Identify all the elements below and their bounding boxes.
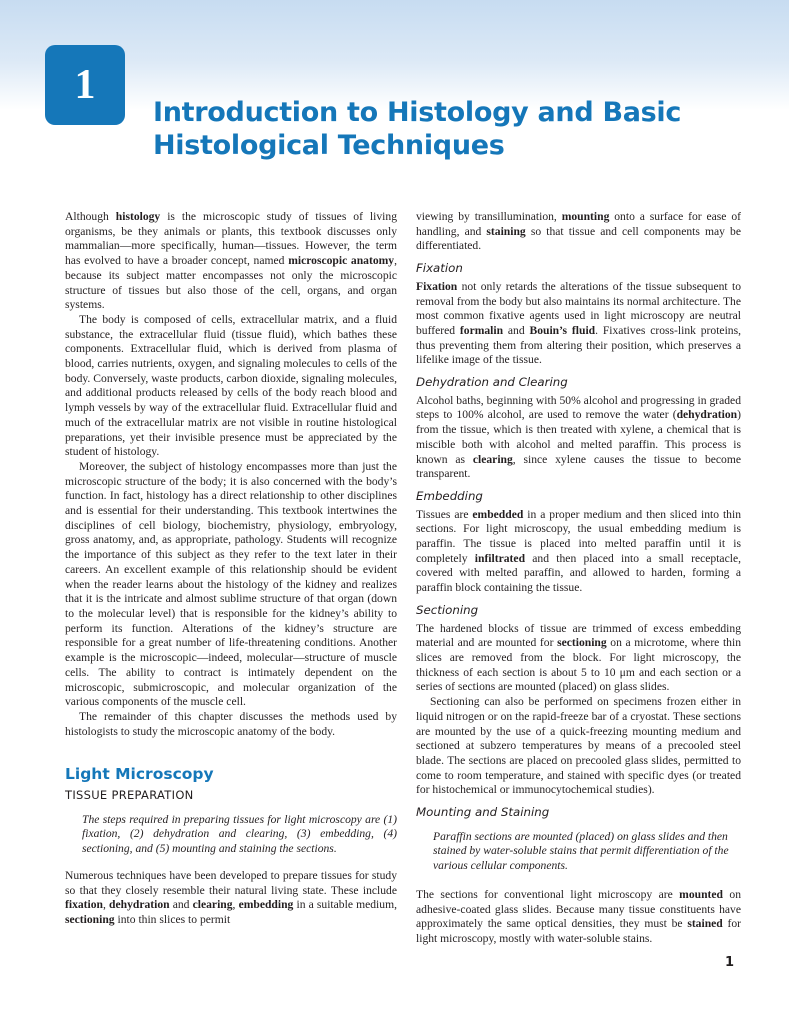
text-run: in a suitable medium, xyxy=(293,898,397,912)
text-run: on a microtome, where thin slices are removed from the block. For light microscopy, the thickness of each section is about 5 to 10 μm and each section or a series of sections are mounted (placed) on glass slides. xyxy=(416,636,741,694)
right-column xyxy=(416,210,741,947)
bold-term: dehydration xyxy=(676,408,738,422)
text-run: Numerous techniques have been developed to prepare tissues for study so that they closely resemble their natural living state. These include xyxy=(65,868,397,897)
embedding-paragraph xyxy=(416,508,741,596)
bold-term: dehydration xyxy=(109,898,170,912)
text-run: and then placed into a small receptacle, covered with melted paraffin, and allowed to harden, forming a paraffin block containing the tissue. xyxy=(416,551,741,595)
tissue-preparation-paragraph xyxy=(65,869,397,928)
bold-term: embedded xyxy=(472,507,524,521)
bold-term: sectioning xyxy=(65,912,115,926)
text-run: viewing by transillumination, xyxy=(416,210,562,223)
text-run: Alcohol baths, beginning with 50% alcohol and progressing in graded steps to 100% alcohol, are used to remove the water ( xyxy=(416,393,741,422)
chapter-number-badge xyxy=(45,45,125,125)
text-run: . Fixatives cross-link proteins, thus preventing them from altering their position, which preserves a lifelike image of the tissue. xyxy=(416,323,741,367)
text-run: , xyxy=(232,898,239,912)
heading-dehydration-clearing: Dehydration and Clearing xyxy=(416,375,568,390)
bold-term: microscopic anatomy xyxy=(288,254,395,268)
bold-term: Fixation xyxy=(416,279,458,293)
heading-sectioning: Sectioning xyxy=(416,602,479,617)
bold-term: infiltrated xyxy=(474,551,526,565)
text-run: The hardened blocks of tissue are trimmed of excess embedding material and are mounted for xyxy=(416,621,741,650)
section-heading-light-microscopy: Light Microscopy xyxy=(65,765,214,784)
continued-paragraph xyxy=(416,210,741,254)
sectioning-paragraph-2 xyxy=(416,695,741,798)
sectioning-paragraph-1 xyxy=(416,622,741,696)
bold-term: histology xyxy=(115,210,161,223)
intro-paragraph-2 xyxy=(65,313,397,460)
text-run: so that tissue and cell components may be differentiated. xyxy=(416,224,741,253)
summary-box-tissue-preparation: The steps required in preparing tissues for light microscopy are (1) fixation, (2) dehydration and clearing, (3) embedding, (4) sectioning, and (5) mounting and staining the sections. xyxy=(82,812,397,856)
text-run: Moreover, the subject of histology encompasses more than just the microscopic structure of the body; it is also concerned with the body’s function. In fact, histology has a direct relationship to other disciplines and is essential for their understanding. This textbook intertwines the disciplines of cell biology, biochemistry, physiology, embryology, gross anatomy, and, as appropriate, pathology. Students will recognize the importance of this subject as they refer to the text later in their careers. An excellent example of this relationship should be evident when the reader learns about the histology of the kidney and realizes that it is the intricate and almost sublime structure of that organ (down to the molecular level) that is responsible for the kidney’s ability to perform its function. Alterations of the kidney’s structure are responsible for a great number of life-threatening conditions. Another example is the microscopic—indeed, molecular—structure of muscle cells. The ability to contract is intimately dependent on the microscopic, submicroscopic, and molecular organization of the various components of the muscle cell. xyxy=(65,459,397,709)
left-column xyxy=(65,210,397,928)
bold-term: fixation xyxy=(65,898,104,912)
text-run: , xyxy=(103,898,110,912)
subsection-heading-tissue-preparation: TISSUE PREPARATION xyxy=(65,788,194,803)
summary-box-mounting: Paraffin sections are mounted (placed) on glass slides and then stained by water-soluble stains that permit differentiation of the various cellular components. xyxy=(433,829,729,873)
text-run: Although xyxy=(65,210,116,223)
intro-paragraph-3 xyxy=(65,460,397,710)
bold-term: Bouin’s fluid xyxy=(529,323,596,337)
text-run: onto a surface for ease of handling, and xyxy=(416,210,741,238)
text-run: Sectioning can also be performed on specimens frozen either in liquid nitrogen or on the rapid-freeze bar of a cryostat. These sections are mounted by the use of a quick-freezing mounting medium and sectioned at subzero temperatures by means of a precooled steel blade. The sections are placed on precooled glass slides, permitted to come to room temperature, and stained with specific dyes (or treated for histochemical or immunocytochemical studies). xyxy=(416,695,741,797)
text-run: ) from the tissue, which is then treated with xylene, a chemical that is miscible both with alcohol and melted paraffin. This process is known as xyxy=(416,408,741,466)
text-run: for light microscopy, mostly with water-soluble stains. xyxy=(416,917,742,945)
text-run: , since xylene causes the tissue to become transparent. xyxy=(416,452,742,481)
mounting-paragraph xyxy=(416,888,741,947)
text-run: and xyxy=(169,898,193,912)
intro-paragraph-4 xyxy=(65,710,397,739)
text-run: is the microscopic study of tissues of living organisms, be they animals or plants, this textbook discusses only mammalian—more specifically, human—tissues. However, the term has evolved to have a broader concept, named xyxy=(65,210,397,268)
page-number: 1 xyxy=(725,955,735,970)
text-run: , because its subject matter encompasses not only the microscopic structure of tissues but also those of the cell, organs, and organ systems. xyxy=(65,254,397,312)
text-run: The body is composed of cells, extracellular matrix, and a fluid substance, the extracellular fluid (tissue fluid), which bathes these components. Extracellular fluid, which is derived from plasma of blood, carries nutrients, oxygen, and signaling molecules to cells of the body. Conversely, waste products, carbon dioxide, signaling molecules, and additional products released by cells of the body reach blood and lymph vessels by way of the extracellular fluid. Extracellular fluid and much of the extracellular matrix are not visible in routine histological preparations, yet their invisible presence must be appreciated by the student of histology. xyxy=(65,312,397,459)
chapter-title: Introduction to Histology and Basic Histological Techniques xyxy=(153,97,682,161)
heading-embedding: Embedding xyxy=(416,488,483,503)
intro-paragraph-1 xyxy=(65,210,397,313)
bold-term: clearing xyxy=(192,898,233,912)
bold-term: mounted xyxy=(679,887,723,901)
text-run: The remainder of this chapter discusses the methods used by histologists to study the microscopic anatomy of the body. xyxy=(65,709,397,738)
bold-term: formalin xyxy=(459,323,504,337)
bold-term: embedding xyxy=(238,898,294,912)
heading-fixation: Fixation xyxy=(416,261,463,276)
text-run: into thin slices to permit xyxy=(114,912,231,926)
fixation-paragraph xyxy=(416,280,741,368)
dehydration-paragraph xyxy=(416,394,741,482)
bold-term: staining xyxy=(486,224,526,238)
text-run: in a proper medium and then sliced into thin sections. For light microscopy, the usual embedding medium is paraffin. The tissue is placed into melted paraffin until it is completely xyxy=(416,507,741,565)
text-run: on adhesive-coated glass slides. Because many tissue constituents have approximately the same optical densities, they must be xyxy=(416,887,741,931)
text-run: not only retards the alterations of the tissue subsequent to removal from the body but also maintains its normal architecture. The most common fixative agents used in light microscopy are neutral buffered xyxy=(416,279,741,337)
chapter-number: 1 xyxy=(74,62,96,108)
bold-term: stained xyxy=(687,917,723,931)
text-run: and xyxy=(503,323,530,337)
heading-mounting-staining: Mounting and Staining xyxy=(416,805,550,820)
bold-term: mounting xyxy=(561,210,610,223)
text-run: The sections for conventional light microscopy are xyxy=(416,887,680,901)
bold-term: sectioning xyxy=(557,636,607,650)
text-run: Tissues are xyxy=(416,507,473,521)
bold-term: clearing xyxy=(472,452,513,466)
